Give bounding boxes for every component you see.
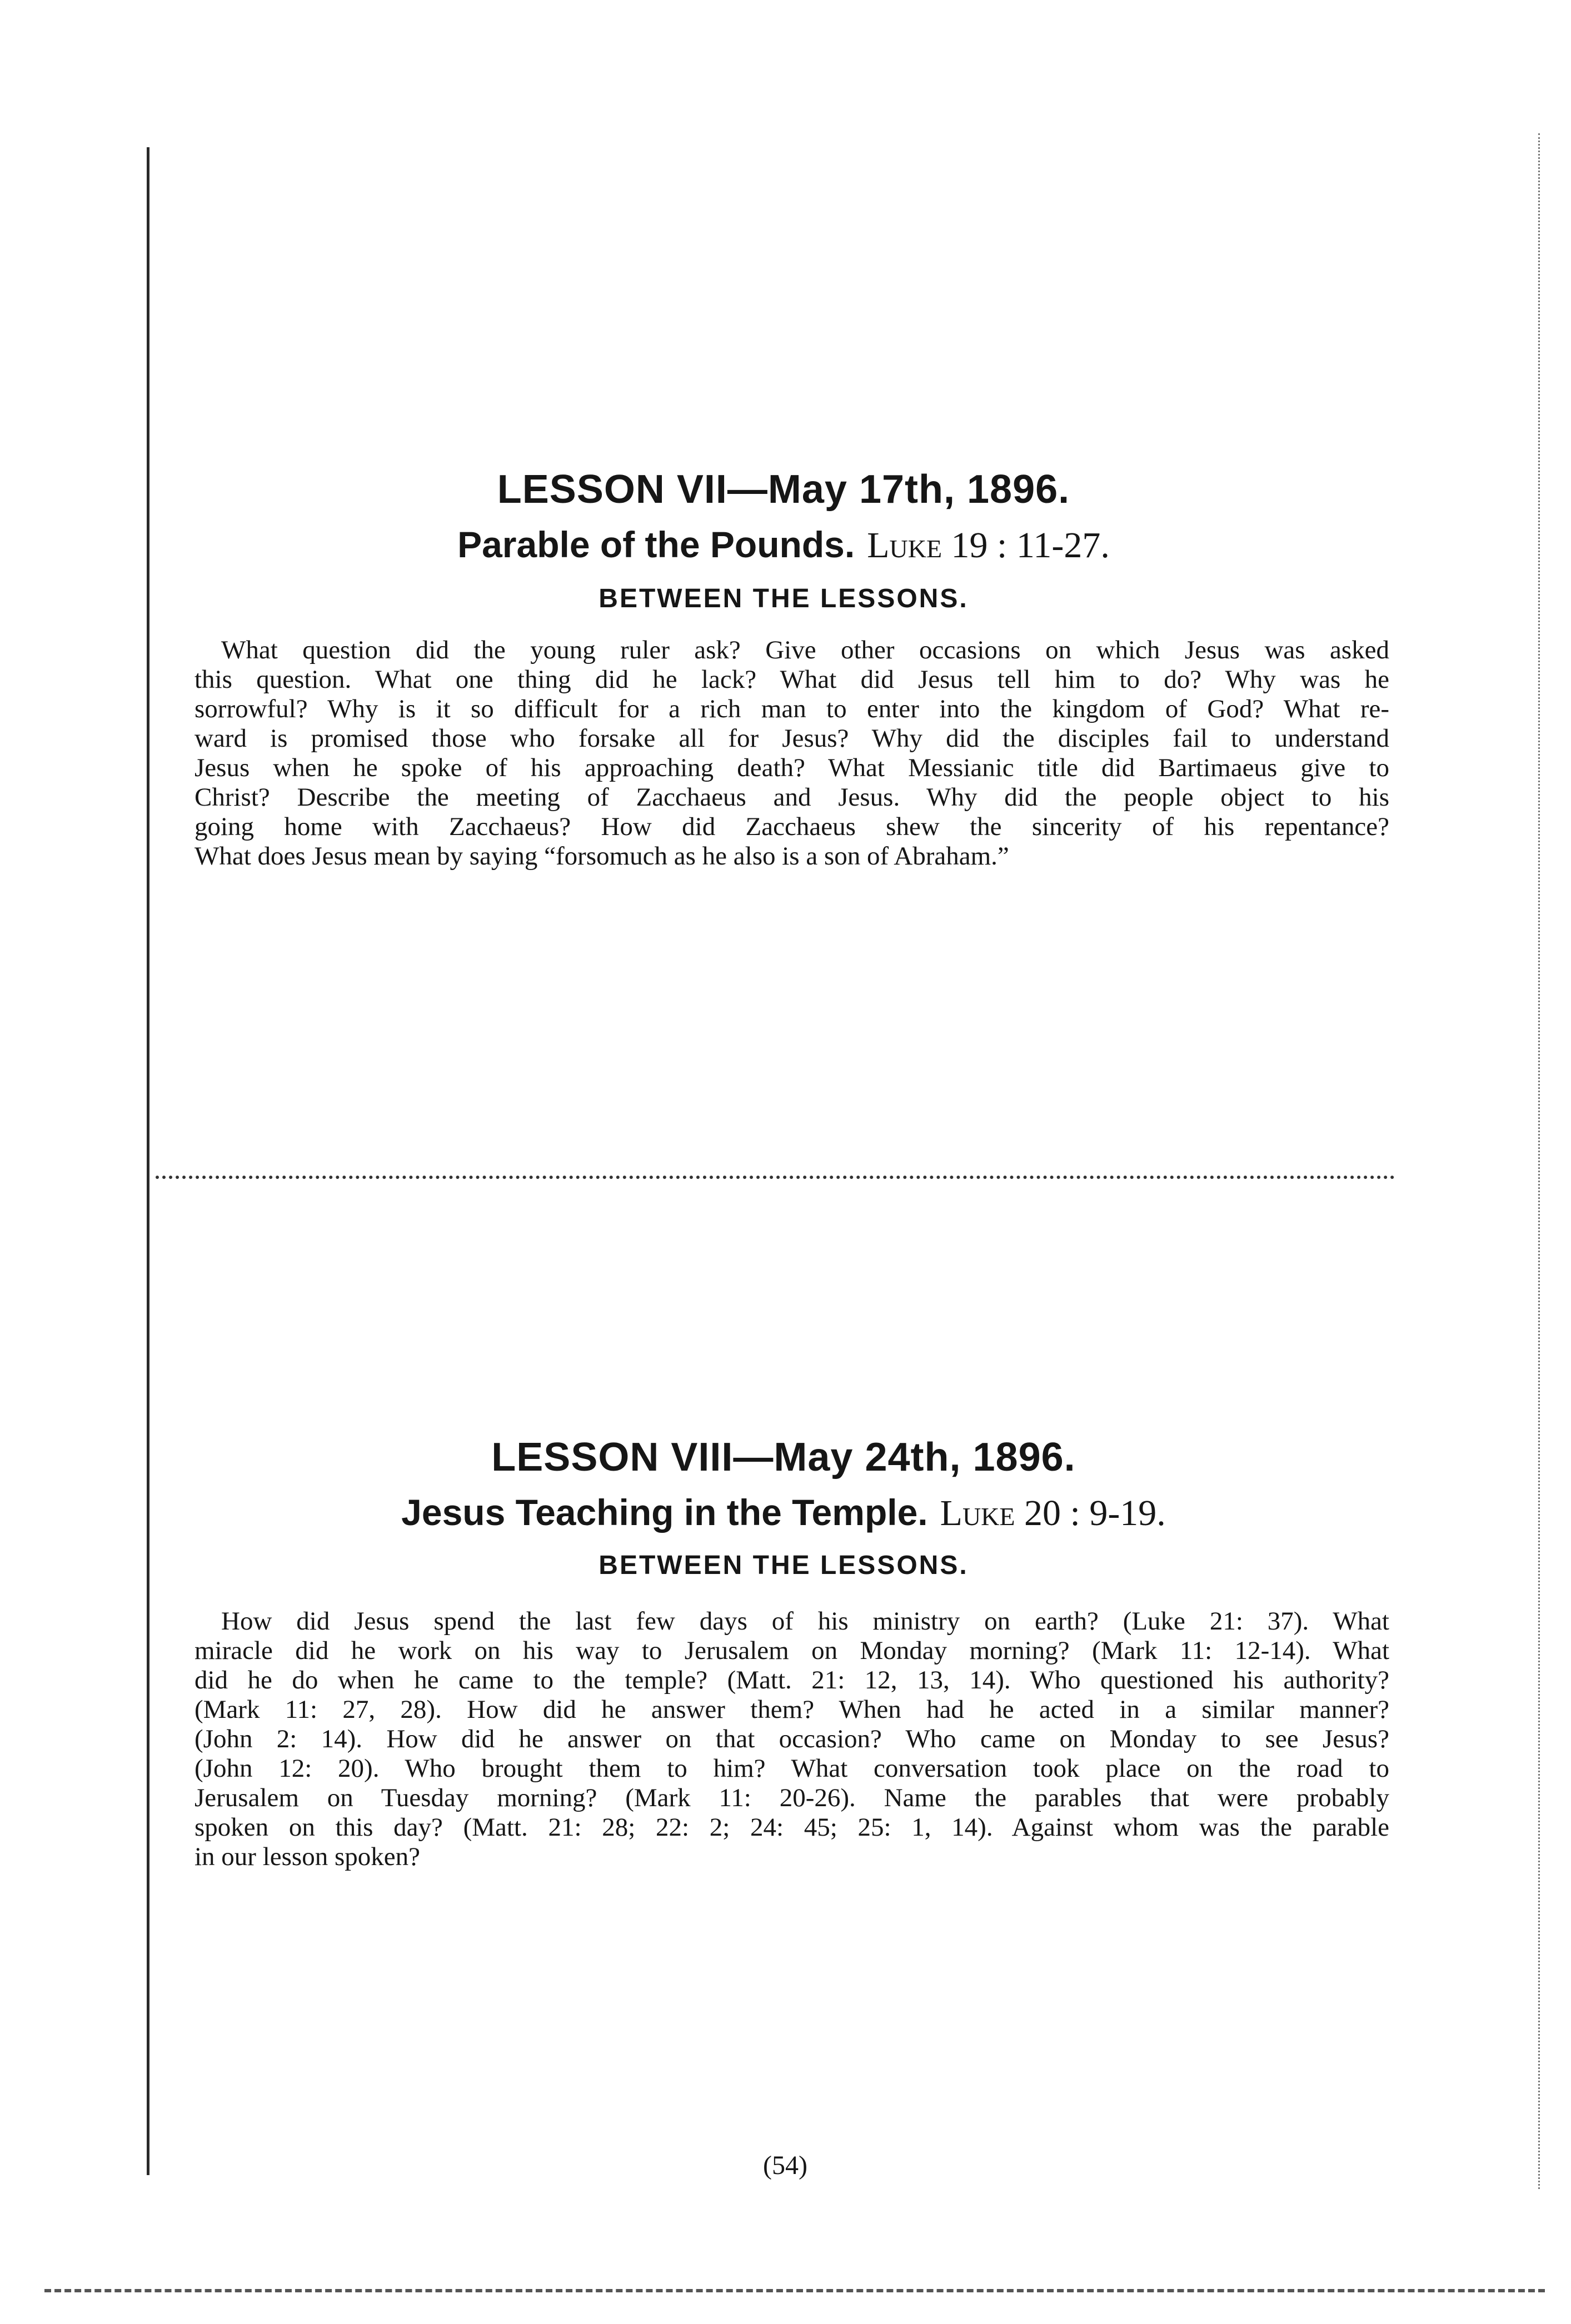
text-line: spoken on this day? (Matt. 21: 28; 22: 2; 24: 45; 25: 1, 14). Against whom was the parable [194,1813,1389,1842]
text-line: this question. What one thing did he lack? What did Jesus tell him to do? Why was he [194,665,1389,694]
text-line: Jerusalem on Tuesday morning? (Mark 11: 20-26). Name the parables that were probably [194,1783,1389,1812]
page-number: (54) [763,2151,807,2180]
text-line: in our lesson spoken? [194,1842,420,1871]
text-line: going home with Zacchaeus? How did Zacchaeus shew the sincerity of his repentance? [194,812,1389,841]
section-label: BETWEEN THE LESSONS. [599,584,969,613]
lesson-heading: LESSON VII—May 17th, 1896. [497,467,1070,512]
text-line: What question did the young ruler ask? Give other occasions on which Jesus was asked [221,636,1389,664]
left-margin-rule [147,147,149,2175]
text-line: (John 2: 14). How did he answer on that occasion? Who came on Monday to see Jesus? [194,1725,1389,1753]
text-line: Christ? Describe the meeting of Zacchaeus and Jesus. Why did the people object to his [194,783,1389,812]
lesson-heading: LESSON VIII—May 24th, 1896. [491,1435,1076,1480]
text-line: (Mark 11: 27, 28). How did he answer them? When had he acted in a similar manner? [194,1695,1389,1724]
section-divider [156,1176,1395,1179]
lesson-subtitle [161,523,1406,567]
lesson-topic: Jesus Teaching in the Temple. [401,1492,928,1533]
text-line: sorrowful? Why is it so difficult for a rich man to enter into the kingdom of God? What re- [194,694,1389,723]
text-line: (John 12: 20). Who brought them to him? What conversation took place on the road to [194,1754,1389,1783]
scripture-reference: Luke 19 : 11-27. [867,525,1110,566]
lesson-subtitle [161,1491,1406,1535]
text-line: What does Jesus mean by saying “forsomuch as he also is a son of Abraham.” [194,842,1009,871]
text-line: How did Jesus spend the last few days of his ministry on earth? (Luke 21: 37). What [221,1607,1389,1636]
scripture-reference: Luke 20 : 9-19. [940,1493,1166,1533]
right-page-edge [1538,133,1542,2189]
text-line: miracle did he work on his way to Jerusalem on Monday morning? (Mark 11: 12-14). What [194,1636,1389,1665]
lesson-questions [194,636,1389,871]
text-line: Jesus when he spoke of his approaching death? What Messianic title did Bartimaeus give to [194,753,1389,782]
section-label: BETWEEN THE LESSONS. [599,1551,969,1580]
text-line: ward is promised those who forsake all for Jesus? Why did the disciples fail to understand [194,724,1389,753]
text-line: did he do when he came to the temple? (Matt. 21: 12, 13, 14). Who questioned his authority? [194,1666,1389,1695]
lesson-topic: Parable of the Pounds. [457,524,855,565]
bottom-page-edge [44,2289,1545,2292]
lesson-questions [194,1607,1389,1872]
